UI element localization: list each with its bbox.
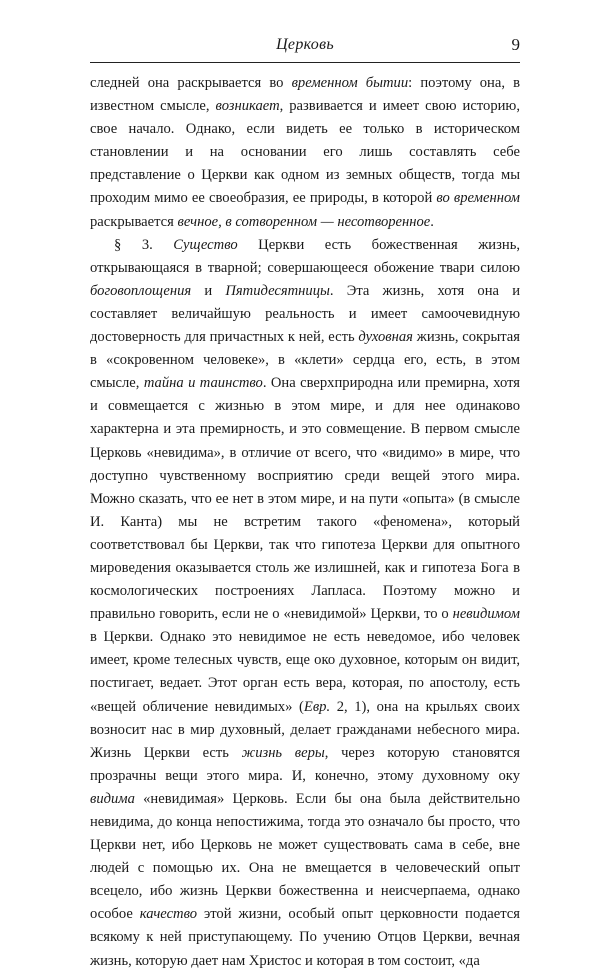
italic-text: невидимом	[452, 606, 520, 623]
text-run: в Церкви. Однако это невидимое не есть неведомое, ибо человек имеет, кроме телесных чувств, еще око духовное, которым он видит, постигает, ведает. Этот орган есть вера, которая, по апостолу, есть «вещей обличение невидимых» (	[90, 629, 520, 715]
italic-text: Евр.	[303, 698, 331, 715]
italic-text: качество	[139, 906, 198, 923]
italic-text: духовная	[358, 329, 413, 346]
text-run: : поэтому она, в известном смысле,	[90, 75, 520, 115]
italic-text: Пятидесятницы	[225, 282, 330, 299]
text-run: , через которую становятся прозрачны вещи этого мира. И, конечно, этому духовному оку	[90, 744, 520, 784]
text-run: раскрывается	[90, 213, 178, 230]
italic-text: временном бытии	[291, 75, 409, 91]
text-run: «невидимая» Церковь. Если бы она была действительно невидима, до конца непостижима, тогда это означало бы просто, что Церкви нет, ибо Церковь не может существовать сама в себе, вне людей с помощью их. Она не вмещается в человеческий опыт всецело, ибо жизнь Церкви божественна и неисчерпаема, однако особое	[90, 790, 520, 923]
running-title: Церковь	[276, 36, 334, 53]
text-run: . Эта жизнь, хотя она и составляет величайшую реальность и имеет самоочевидную достоверность для причастных к ней, есть	[90, 282, 521, 346]
text-run: этой жизни, особый опыт церковности подается всякому к ней приступающему. По учению Отцов Церкви, вечная жизнь, которую дает нам Христос и которая в том состоит, «да	[90, 906, 520, 969]
italic-text: тайна и таинство	[143, 375, 263, 392]
text-run: и	[191, 282, 226, 299]
paragraph-continuation	[90, 72, 520, 234]
text-run: жизнь, сокрытая в «сокровенном человеке», в «клети» сердца его, есть, в этом смысле,	[90, 329, 520, 392]
italic-text: вечное, в сотворенном — несотворенное	[177, 213, 431, 230]
paragraph-section-3	[90, 234, 520, 973]
page-header	[90, 28, 520, 63]
text-run: , развивается и имеет свою историю, свое начало. Однако, если видеть ее только в историческом становлении и на основании его лишь составлять себе представление о Церкви как одном из земных обществ, тогда мы проходим мимо ее своеобразия, ее природы, в которой	[90, 98, 520, 207]
italic-text: боговоплощения	[90, 282, 192, 299]
text-run: 2, 1), она на крыльях своих возносит нас в мир духовный, делает гражданами небесного мира. Жизнь Церкви есть	[90, 698, 521, 761]
text-run: . Она сверхприродна или премирна, хотя и совмещается с жизнью в этом мире, и для нее одинаково характерна и эта премирность, и это совмещение. В первом смысле Церковь «невидима», в отличие от всего, что «видимо» в мире, что доступно чувственному восприятию среди вещей этого мира. Можно сказать, что ее нет в этом мире, и на пути «опыта» (в смысле И. Канта) мы не встретим такого «феномена», который соответствовал бы Церкви, так что гипотеза Церкви для опытного мироведения оказывается столь же излишней, как и гипотеза Бога в космологических построениях Лапласа. Поэтому можно и правильно говорить, если не о «невидимой» Церкви, то о	[90, 375, 521, 623]
italic-text: возникает	[215, 98, 280, 115]
text-run: следней она раскрывается во	[90, 75, 292, 91]
italic-text: во временном	[436, 190, 520, 207]
text-run: § 3.	[114, 236, 174, 253]
text-run: .	[430, 213, 434, 230]
text-run: Церкви есть божественная жизнь, открывающаяся в тварной; совершающееся обожение твари силою	[90, 236, 520, 276]
body-text	[90, 72, 520, 973]
italic-text: жизнь веры	[241, 744, 325, 761]
page-number: 9	[511, 35, 520, 54]
italic-text: Существо	[173, 236, 238, 253]
italic-text: видима	[90, 790, 135, 807]
